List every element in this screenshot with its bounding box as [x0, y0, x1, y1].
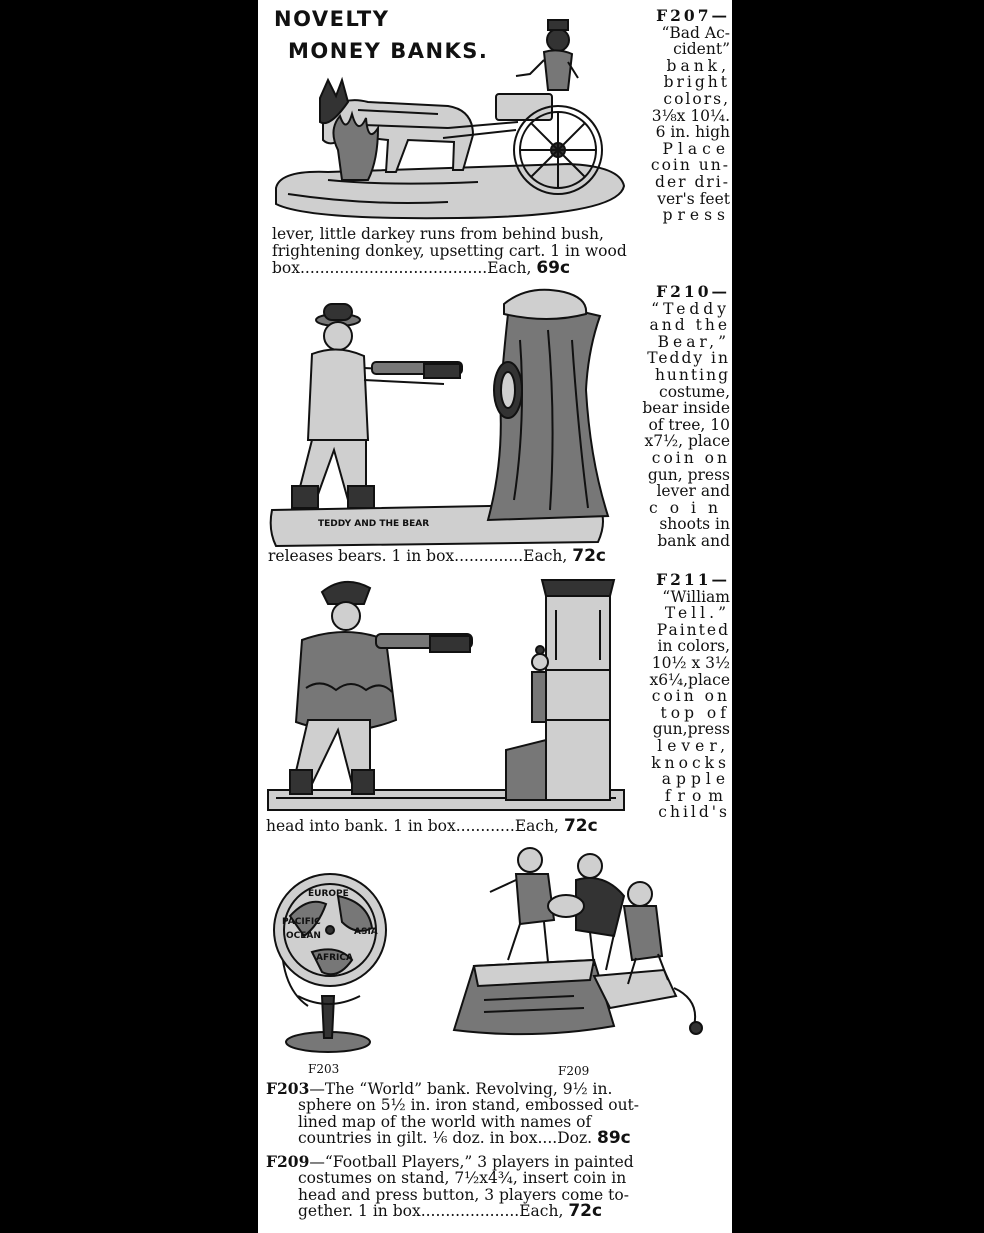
- football-players-bank-illustration: [444, 840, 724, 1064]
- item-f207-price-line: box......................................Each, 69c: [272, 258, 571, 278]
- section-title-line1: NOVELTY: [274, 7, 390, 31]
- item-f207-line2: frightening donkey, upsetting cart. 1 in wood: [272, 242, 627, 260]
- item-f210-description: F210— “Teddy and the Bear,” Teddy in hunting costume, bear inside of tree, 10 x7½, place coin on gun, press lever and coin shoots in bank and: [618, 284, 730, 550]
- item-f203-paragraph: F203—The “World” bank. Revolving, 9½ in. sphere on 5½ in. iron stand, embossed out- lined map of the world with names of countries in gilt. ⅙ doz. in box....Doz. 89c: [266, 1079, 640, 1148]
- item-f203-number: F203: [266, 1079, 310, 1098]
- item-f207-line1: lever, little darkey runs from behind bush,: [272, 225, 604, 243]
- globe-label-africa: AFRICA: [316, 953, 353, 963]
- catalog-page: [258, 0, 732, 1233]
- globe-label-europe: EUROPE: [308, 889, 349, 899]
- section-title-line2: MONEY BANKS.: [288, 39, 489, 63]
- item-f211-price: 72c: [563, 816, 598, 836]
- item-f210-price-line: releases bears. 1 in box..............Each, 72c: [268, 546, 606, 566]
- item-f210-number: F210—: [656, 282, 730, 301]
- globe-label-ocean: OCEAN: [286, 931, 321, 941]
- item-f207-number: F207—: [656, 6, 730, 25]
- item-f210-price: 72c: [572, 546, 606, 566]
- item-f211-price-line: head into bank. 1 in box............Each, 72c: [266, 816, 598, 836]
- item-f211-description: F211— “William Tell.” Painted in colors, 10½ x 3½ x6¼,place coin on top of gun,press lever, knocks apple from child's: [626, 572, 730, 821]
- item-f207-description: F207— “Bad Ac- cident” bank, bright colors, 3⅛x 10¼. 6 in. high Place coin un- der dri- ver's feet press: [628, 8, 730, 224]
- item-f203-price: 89c: [597, 1127, 631, 1148]
- base-plate-label: TEDDY AND THE BEAR: [318, 519, 430, 529]
- globe-label-pacific: PACIFIC: [282, 917, 321, 927]
- item-f211-number: F211—: [656, 570, 730, 589]
- caption-f209: F209: [558, 1064, 590, 1078]
- globe-label-asia: ASIA: [354, 927, 378, 937]
- world-globe-bank-illustration: [268, 856, 400, 1062]
- bad-accident-bank-illustration: [268, 10, 636, 222]
- item-f209-paragraph: F209—“Football Players,” 3 players in painted costumes on stand, 7½x4¾, insert coin in head and press button, 3 players come to- gether. 1 in box....................Each, 72c: [266, 1152, 634, 1221]
- item-f209-price: 72c: [568, 1200, 603, 1221]
- william-tell-bank-illustration: [266, 570, 630, 816]
- teddy-and-bear-bank-illustration: [268, 280, 616, 550]
- item-f207-price: 69c: [536, 258, 571, 278]
- caption-f203: F203: [308, 1062, 340, 1076]
- item-f209-number: F209: [266, 1152, 310, 1171]
